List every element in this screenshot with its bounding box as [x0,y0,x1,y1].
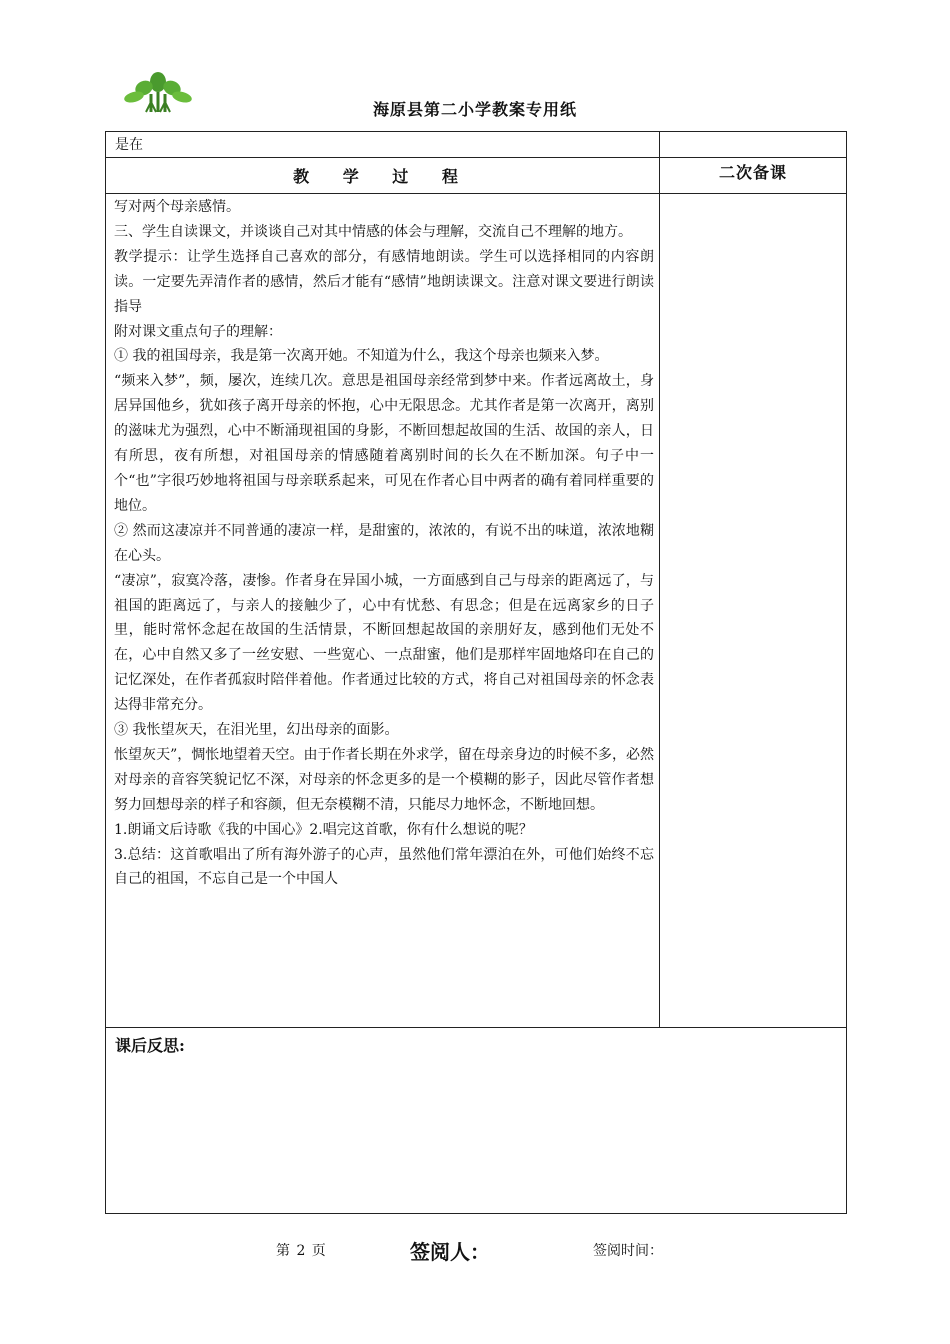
process-line: 三、学生自读课文，并谈谈自己对其中情感的体会与理解，交流自己不理解的地方。 [114,223,632,240]
row-divider [106,157,846,158]
top-row-text: 是在 [115,137,143,153]
process-line: ③ 我怅望灰天，在泪光里，幻出母亲的面影。 [114,722,399,739]
page-number: 第 2 页 [276,1243,327,1259]
process-line: “凄凉”，寂寞冷落，凄惨。作者身在异国小城，一方面感到自己与母亲的距离远了，与祖国的距离远了，与亲人的接触少了，心中有忧愁、有思念；但是在远离家乡的日子里，能时常怀念起在故国的生活情景，不断回想起故国的亲朋好友，感到他们无处不在，心中自然又多了一丝安慰、一些宽心、一点甜蜜，他们是那样牢固地烙印在自己的记忆深处，在作者孤寂时陪伴着他。作者通过比较的方式，将自己对祖国母亲的怀念表达得非常充分。 [114,572,654,714]
process-line: ② 然而这凄凉并不同普通的凄凉一样，是甜蜜的，浓浓的，有说不出的味道，浓浓地糊在心头。 [114,522,654,564]
process-line: ① 我的祖国母亲，我是第一次离开她。不知道为什么，我这个母亲也频来入梦。 [114,348,609,365]
secondary-prep-header: 二次备课 [718,163,787,182]
teaching-process-content [114,195,654,892]
page-title: 海原县第二小学教案专用纸 [372,100,577,119]
row-divider [106,1027,846,1028]
process-line: 教学提示：让学生选择自己喜欢的部分，有感情地朗读。学生可以选择相同的内容朗读。一定要先弄清作者的感情，然后才能有“感情”地朗读课文。注意对课文要进行朗读指导 [114,248,654,315]
process-line: 写对两个母亲感情。 [114,199,240,215]
reflection-label: 课后反思: [115,1036,185,1055]
process-line: “频来入梦”，频，屡次，连续几次。意思是祖国母亲经常到梦中来。作者远离故土，身居异国他乡，犹如孩子离开母亲的怀抱，心中无限思念。尤其作者是第一次离开，离别的滋味尤为强烈，心中不断涌现祖国的身影，不断回想起故国的生活、故国的亲人，日有所思，夜有所想，对祖国母亲的情感随着离别时间的长久在不断加深。句子中一个“也”字很巧妙地将祖国与母亲联系起来，可见在作者心目中两者的确有着同样重要的地位。 [114,373,654,514]
process-line: 3.总结：这首歌唱出了所有海外游子的心声，虽然他们常年漂泊在外，可他们始终不忘自己的祖国，不忘自己是一个中国人 [114,846,654,888]
lesson-plan-table [105,131,847,1214]
signer-label: 签阅人： [410,1240,490,1264]
process-line: 怅望灰天”，惆怅地望着天空。由于作者长期在外求学，留在母亲身边的时候不多，必然对母亲的音容笑貌记忆不深，对母亲的怀念更多的是一个模糊的影子，因此尽管作者想努力回想母亲的样子和容颜，但无奈模糊不清，只能尽力地怀念，不断地回想。 [114,746,654,813]
row-divider [106,193,846,194]
teaching-process-header: 教 学 过 程 [293,167,472,186]
column-divider [659,132,660,1027]
sign-time-label: 签阅时间： [593,1243,663,1259]
process-line: 附对课文重点句子的理解： [114,323,282,340]
process-line: 1.朗诵文后诗歌《我的中国心》2.唱完这首歌，你有什么想说的呢？ [114,821,533,838]
